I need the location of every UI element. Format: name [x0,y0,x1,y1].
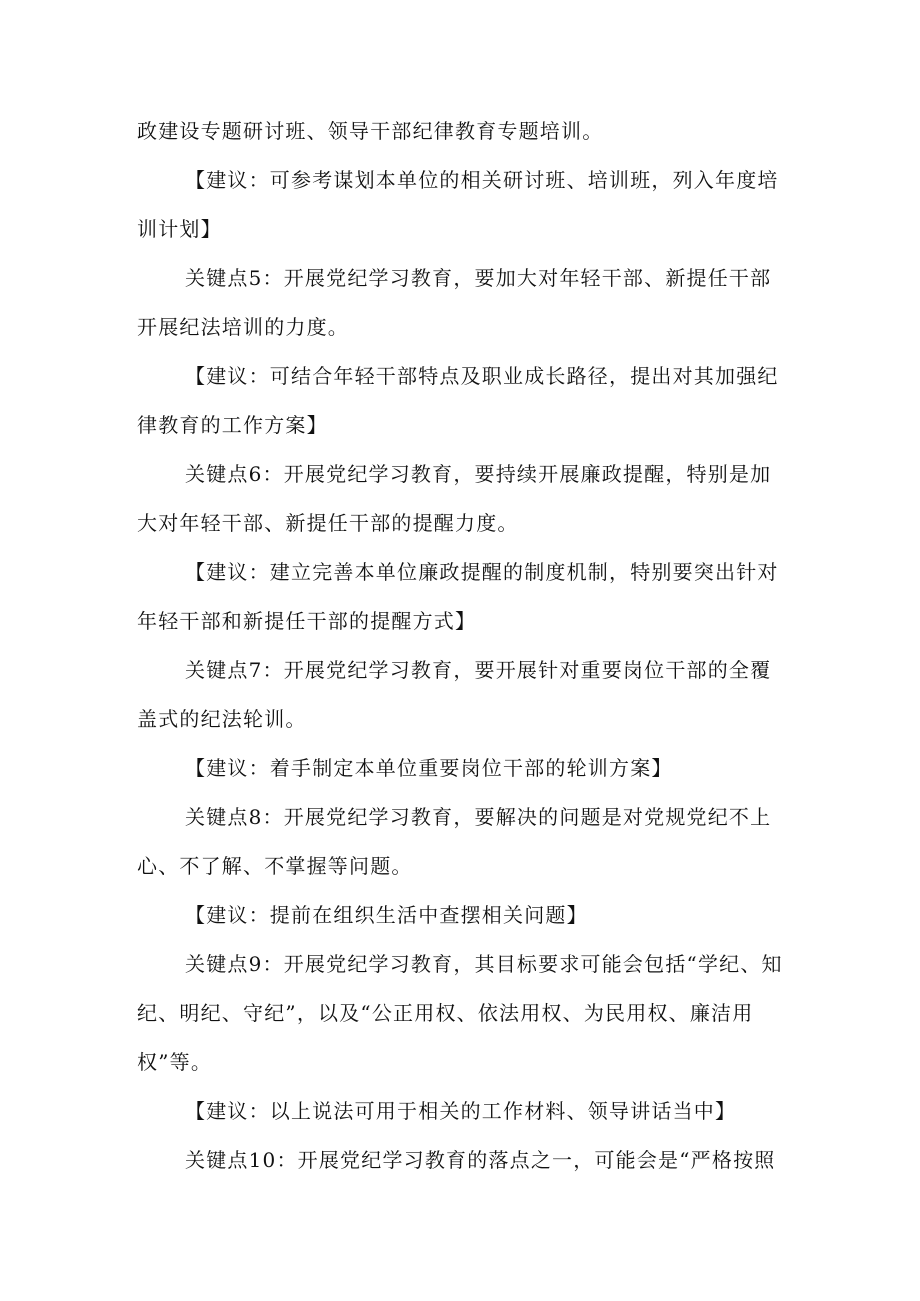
key-point-7: 关键点7：开展党纪学习教育，要开展针对重要岗位干部的全覆盖式的纪法轮训。 [137,658,772,731]
key-point-5: 关键点5：开展党纪学习教育，要加大对年轻干部、新提任干部开展纪法培训的力度。 [137,266,772,339]
paragraph-continuation: 政建设专题研讨班、领导干部纪律教育专题培训。 [137,119,604,143]
suggestion-paragraph: 【建议：以上说法可用于相关的工作材料、领导讲话当中】 [185,1099,737,1123]
key-point-10: 关键点10：开展党纪学习教育的落点之一，可能会是“严格按照 [185,1148,776,1172]
suggestion-paragraph: 【建议：提前在组织生活中查摆相关问题】 [185,903,588,927]
suggestion-paragraph: 【建议：可结合年轻干部特点及职业成长路径，提出对其加强纪律教育的工作方案】 [137,364,779,437]
key-point-8: 关键点8：开展党纪学习教育，要解决的问题是对党规党纪不上心、不了解、不掌握等问题。 [137,805,772,878]
key-point-6: 关键点6：开展党纪学习教育，要持续开展廉政提醒，特别是加大对年轻干部、新提任干部的提醒力度。 [137,462,772,535]
suggestion-paragraph: 【建议：着手制定本单位重要岗位干部的轮训方案】 [185,756,673,780]
key-point-9: 关键点9：开展党纪学习教育，其目标要求可能会包括“学纪、知纪、明纪、守纪”，以及“公正用权、依法用权、为民用权、廉洁用权”等。 [137,952,783,1074]
suggestion-paragraph: 【建议：建立完善本单位廉政提醒的制度机制，特别要突出针对年轻干部和新提任干部的提醒方式】 [137,560,779,633]
suggestion-paragraph: 【建议：可参考谋划本单位的相关研讨班、培训班，列入年度培训计划】 [137,168,779,241]
